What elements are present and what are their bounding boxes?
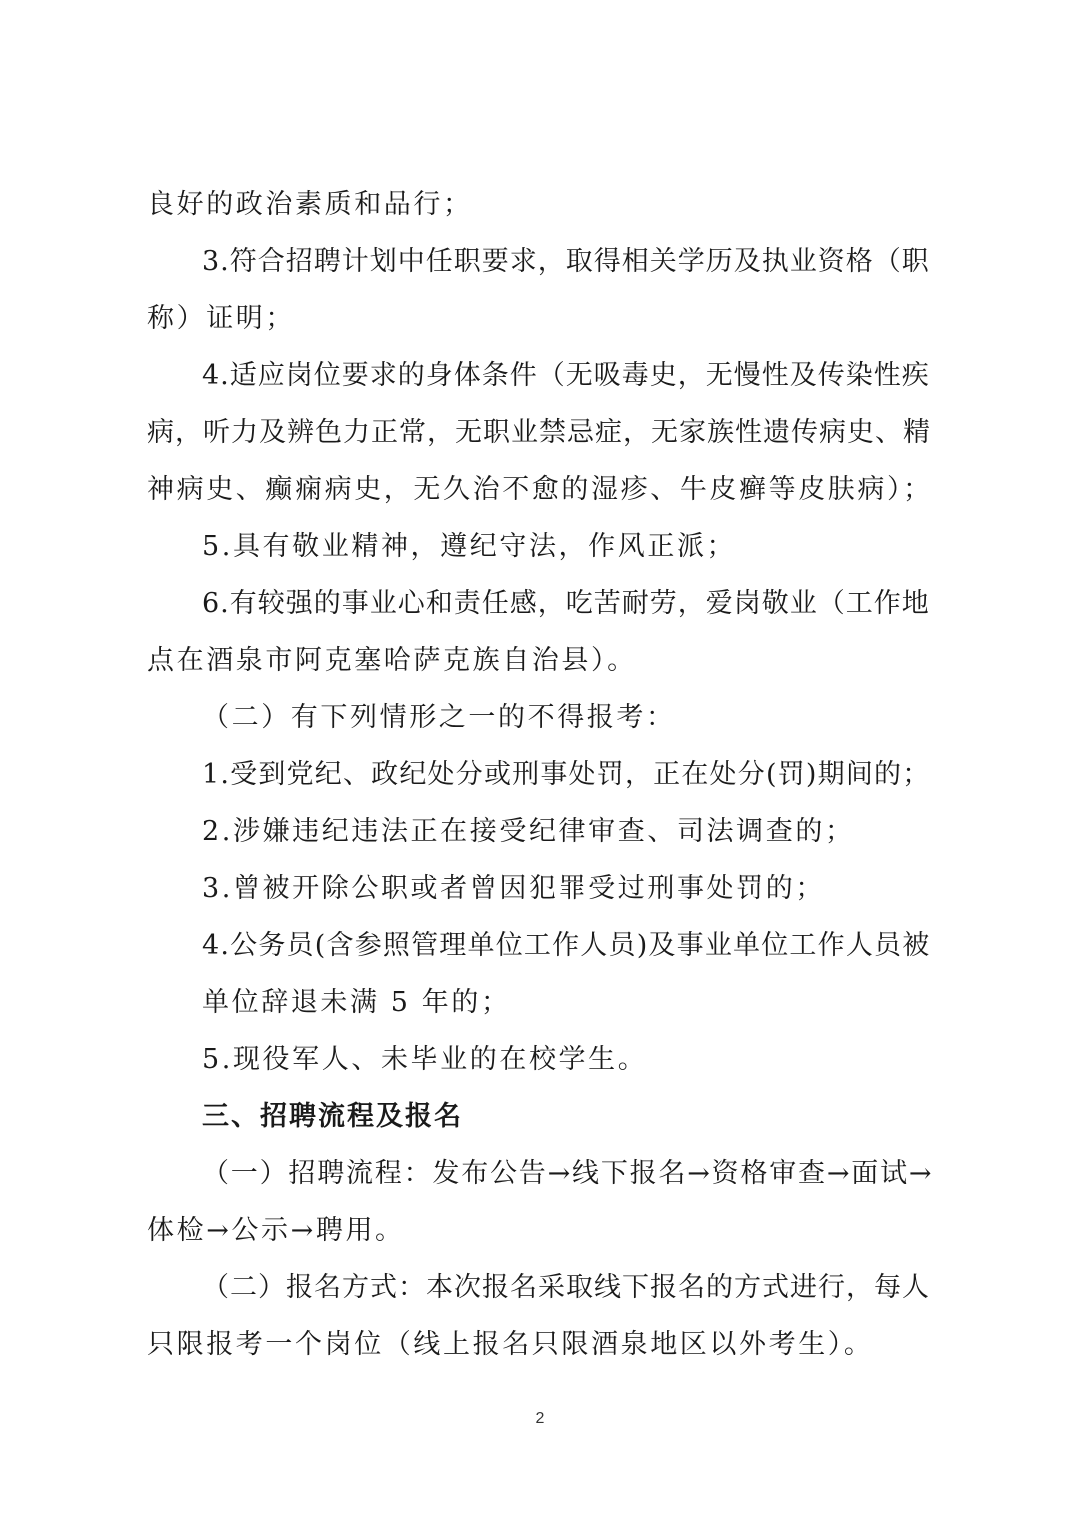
text-line: 称）证明；	[147, 303, 295, 334]
text-line: 体检→公示→聘用。	[147, 1215, 405, 1246]
text-line: 4.适应岗位要求的身体条件（无吸毒史，无慢性及传染性疾	[202, 360, 930, 391]
text-line: 6.有较强的事业心和责任感，吃苦耐劳，爱岗敬业（工作地	[202, 588, 930, 619]
text-line: 单位辞退未满 5 年的；	[202, 987, 511, 1018]
text-line: 1.受到党纪、政纪处分或刑事处罚，正在处分(罚)期间的；	[202, 759, 931, 790]
text-line: 点在酒泉市阿克塞哈萨克族自治县）。	[147, 645, 637, 676]
text-line: 病，听力及辨色力正常，无职业禁忌症，无家族性遗传病史、精	[147, 417, 931, 448]
document-body	[147, 176, 933, 1373]
text-line: 良好的政治素质和品行；	[147, 189, 473, 220]
text-line: 神病史、癫痫病史，无久治不愈的湿疹、牛皮癣等皮肤病）；	[147, 474, 933, 505]
text-line: 4.公务员(含参照管理单位工作人员)及事业单位工作人员被	[202, 930, 931, 961]
text-line: 2.涉嫌违纪违法正在接受纪律审查、司法调查的；	[202, 816, 855, 847]
text-line: 只限报考一个岗位（线上报名只限酒泉地区以外考生）。	[147, 1329, 874, 1360]
page-number: 2	[535, 1410, 545, 1427]
section-heading: 三、招聘流程及报名	[202, 1101, 463, 1132]
text-line: 5.现役军人、未毕业的在校学生。	[202, 1044, 648, 1075]
text-line: （二）报名方式：本次报名采取线下报名的方式进行，每人	[202, 1272, 930, 1303]
text-line: （二）有下列情形之一的不得报考：	[202, 702, 676, 733]
text-line: 3.曾被开除公职或者曾因犯罪受过刑事处罚的；	[202, 873, 825, 904]
text-line: 5.具有敬业精神，遵纪守法，作风正派；	[202, 531, 737, 562]
text-line: 3.符合招聘计划中任职要求，取得相关学历及执业资格（职	[202, 246, 930, 277]
text-line: （一）招聘流程：发布公告→线下报名→资格审查→面试→	[202, 1158, 934, 1189]
